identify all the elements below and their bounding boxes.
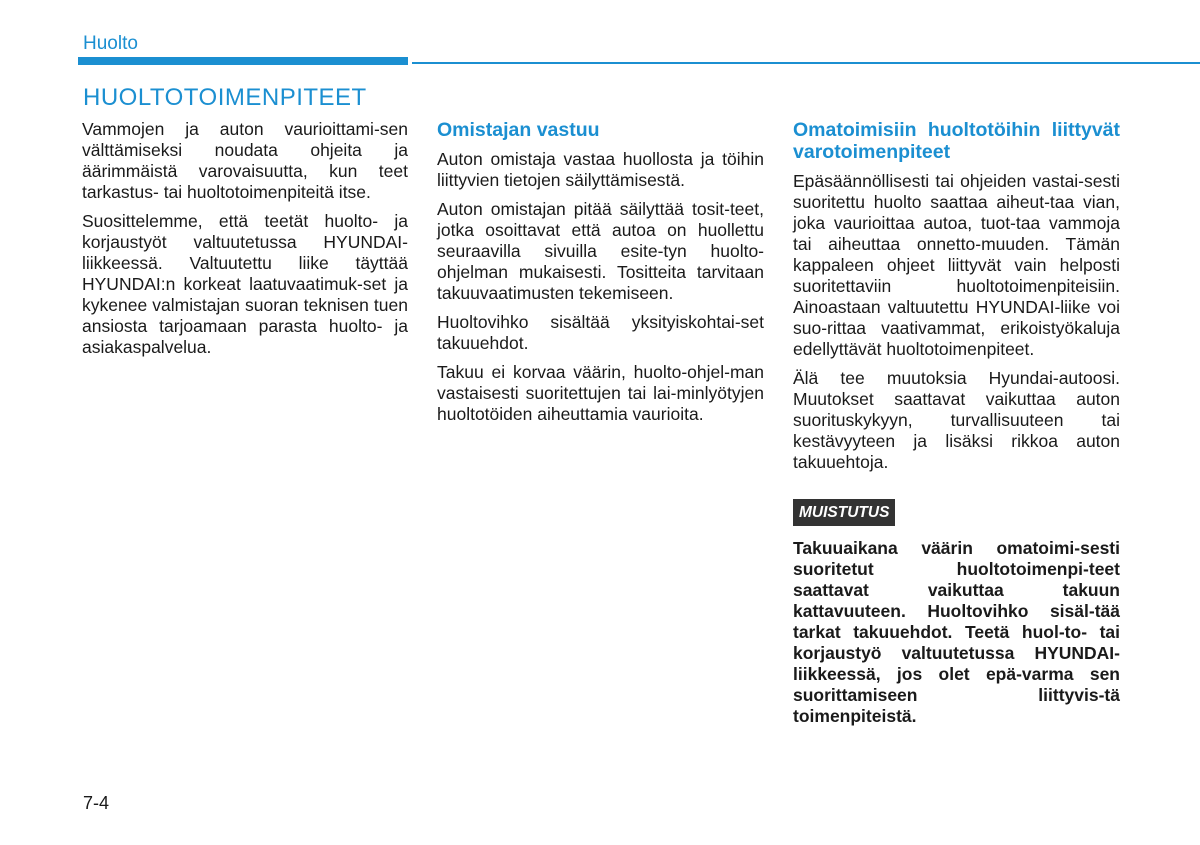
chapter-label: Huolto [83,33,138,54]
section-title: HUOLTOTOIMENPITEET [83,84,367,111]
paragraph: Auton omistaja vastaa huollosta ja töihin liittyvien tietojen säilyttämisestä. [437,149,764,190]
page-number: 7-4 [83,793,110,813]
paragraph: Huoltovihko sisältää yksityiskohtai-set takuuehdot. [437,312,764,353]
header-rule-thin [412,62,1200,64]
note-text: Takuuaikana väärin omatoimi-sesti suoritetut huoltotoimenpi-teet saattavat vaikuttaa takuun kattavuuteen. Huoltovihko sisäl-tää tarkat takuuehdot. Teetä huol-to- tai korjaustyö valtuutetussa HYUNDAI-liikkeessä, jos olet epä-varma sen suorittamiseen liittyvis-tä toimenpiteistä. [793,538,1120,726]
column-owner-responsibility [437,119,764,433]
paragraph: Vammojen ja auton vaurioittami-sen välttämiseksi noudata ohjeita ja äärimmäistä varovaisuutta, kun teet tarkastus- tai huoltotoimenpiteitä itse. [82,119,408,202]
subsection-heading: Omistajan vastuu [437,119,600,141]
subsection-heading: Omatoimisiin huoltotöihin liittyvät varotoimenpiteet [793,119,1120,163]
header-rule-thick [78,57,408,65]
column-precautions [793,119,1120,727]
paragraph: Auton omistajan pitää säilyttää tosit-teet, jotka osoittavat että autoa on huollettu seuraavilla sivuilla esite-tyn huolto-ohjelman mukaisesti. Tositteita tarvitaan takuuvaatimusten tekemiseen. [437,199,764,303]
paragraph: Takuu ei korvaa väärin, huolto-ohjel-man vastaisesti suoritettujen tai lai-minlyötyjen huoltotöiden aiheuttamia vaurioita. [437,362,764,424]
paragraph: Älä tee muutoksia Hyundai-autoosi. Muutokset saattavat vaikuttaa auton suorituskykyyn, turvallisuuteen tai kestävyyteen ja lisäksi rikkoa auton takuuehtoja. [793,368,1120,472]
paragraph: Suosittelemme, että teetät huolto- ja korjaustyöt valtuutetussa HYUNDAI-liikkeessä. Valtuutettu liike täyttää HYUNDAI:n korkeat laatuvaatimuk-set ja kykenee valmistajan suoran teknisen tuen ansiosta tarjoamaan parasta huolto- ja asiakaspalvelua. [82,211,408,357]
note-badge: MUISTUTUS [793,499,895,526]
column-intro [82,119,408,366]
paragraph: Epäsäännöllisesti tai ohjeiden vastai-sesti suoritettu huolto saattaa aiheut-taa vian, joka vaurioittaa autoa, tuot-taa vammoja tai aiheuttaa onnetto-muuden. Tämän kappaleen ohjeet liittyvät vain helposti suoritettaviin huoltotoimenpiteisiin. Ainoastaan valtuutettu HYUNDAI-liike voi suo-rittaa vaativammat, erikoistyökaluja edellyttävät huoltotoimenpiteet. [793,171,1120,359]
